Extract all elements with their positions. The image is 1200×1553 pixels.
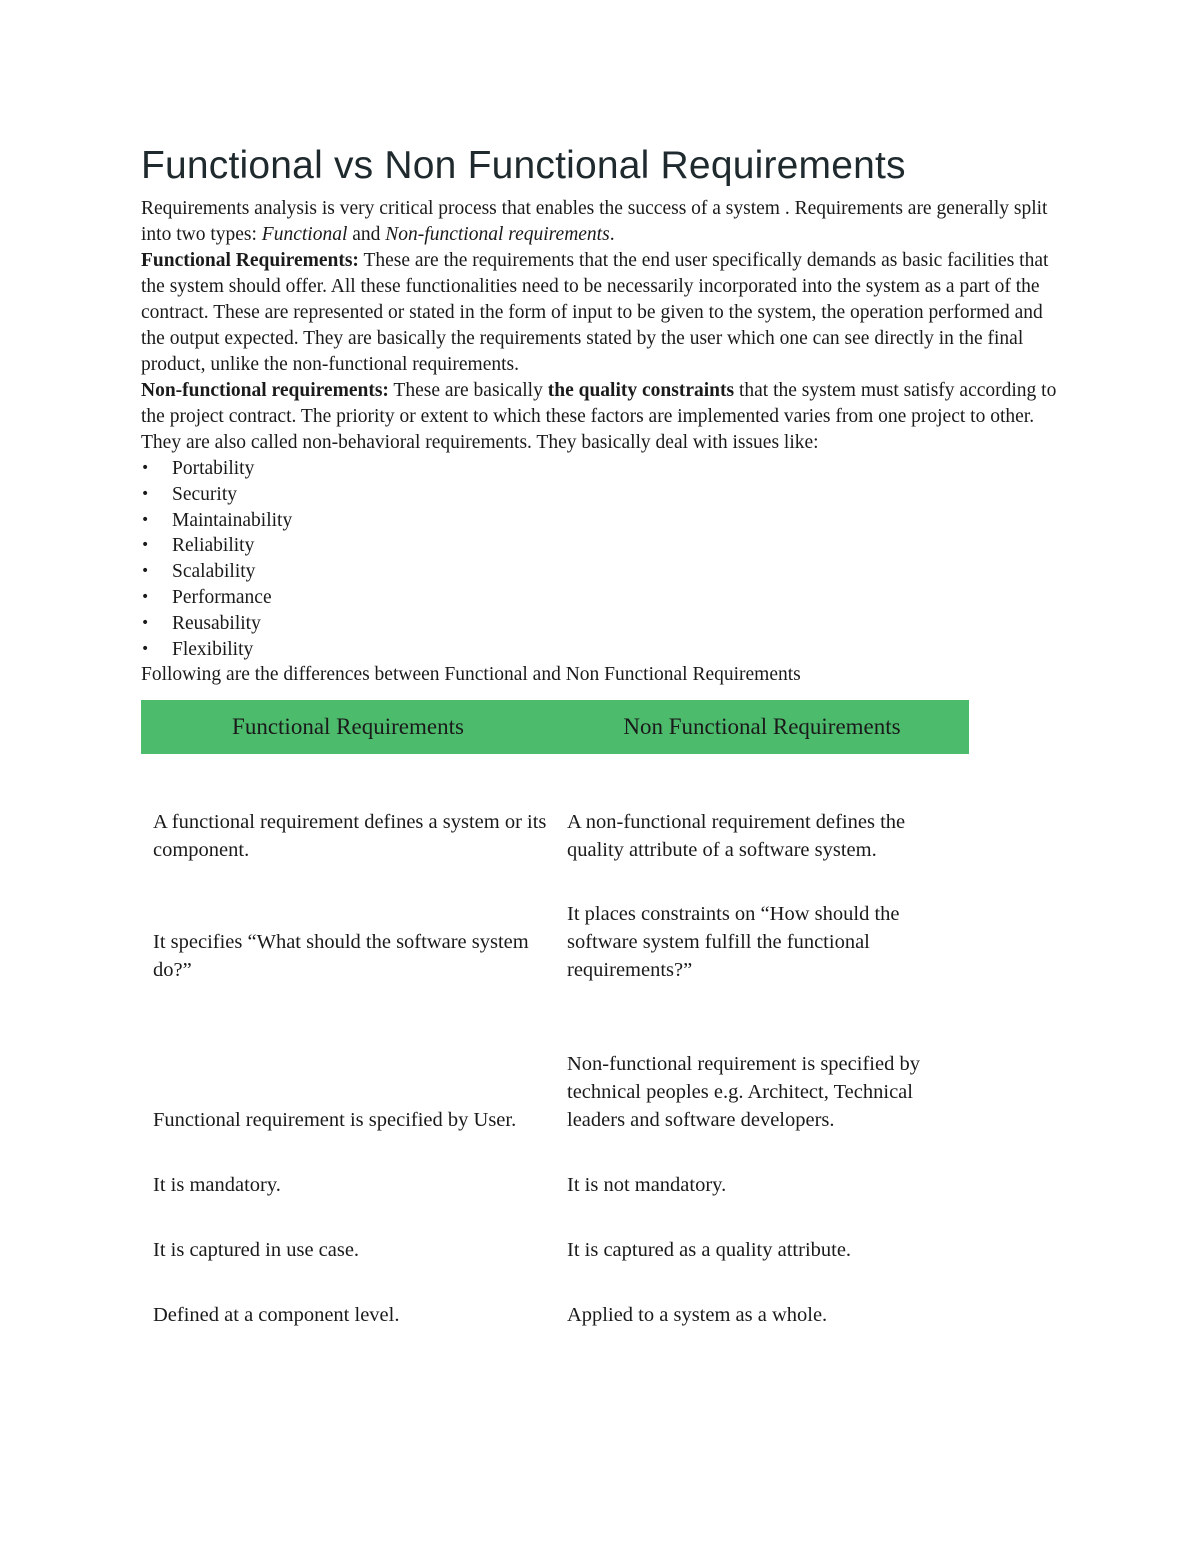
list-item <box>141 559 1061 585</box>
intro-and: and <box>347 224 386 245</box>
table-cell-nonfunctional: Applied to a system as a whole. <box>567 1304 828 1327</box>
table-header-row <box>141 700 969 754</box>
list-item-label: Maintainability <box>172 509 293 531</box>
bullet-icon: • <box>141 588 150 605</box>
nonfunctional-text-2: that the system must satisfy according to the project contract. The priority or extent to which these factors are implemented varies from one project to other. They are also called non-behavioral requirements. They basically deal with issues like: <box>141 380 1057 453</box>
list-item-label: Scalability <box>172 561 256 583</box>
bullet-icon: • <box>141 563 150 580</box>
table-cell-functional: Defined at a component level. <box>153 1304 400 1327</box>
comparison-table <box>141 700 969 1329</box>
header-nonfunctional: Non Functional Requirements <box>555 700 969 754</box>
bullet-icon: • <box>141 511 150 528</box>
table-cell-functional: It is captured in use case. <box>153 1239 360 1262</box>
list-item-label: Portability <box>172 458 255 479</box>
following-text: Following are the differences between Functional and Non Functional Requirements <box>141 664 801 686</box>
list-item <box>141 585 1061 611</box>
table-row <box>141 984 969 1134</box>
list-item <box>141 611 1061 637</box>
list-item <box>141 482 1061 508</box>
functional-label: Functional Requirements: <box>141 250 359 271</box>
table-cell-nonfunctional: Non-functional requirement is specified by technical peoples e.g. Architect, Technical leaders and software developers. <box>567 1053 920 1132</box>
table-row <box>141 754 969 864</box>
list-item <box>141 637 1061 663</box>
table-cell-nonfunctional: A non-functional requirement defines the quality attribute of a software system. <box>567 811 906 862</box>
nonfunctional-emphasis: the quality constraints <box>547 380 735 401</box>
list-item <box>141 508 1061 534</box>
intro-paragraph <box>141 196 1061 248</box>
nonfunctional-paragraph <box>141 378 1061 456</box>
document-page <box>141 140 1061 1329</box>
list-item <box>141 456 1061 482</box>
intro-type-functional: Functional <box>261 224 348 245</box>
table-row <box>141 1264 969 1329</box>
table-cell-functional: It specifies “What should the software system do?” <box>153 931 529 982</box>
list-item-label: Security <box>172 483 237 505</box>
bullet-icon: • <box>141 640 150 657</box>
list-item-label: Performance <box>172 586 272 608</box>
table-cell-functional: A functional requirement defines a system or its component. <box>153 811 547 862</box>
table-row <box>141 1199 969 1264</box>
header-functional: Functional Requirements <box>141 700 555 754</box>
bullet-icon: • <box>141 614 150 631</box>
bullet-icon: • <box>141 537 150 554</box>
intro-text: Requirements analysis is very critical process that enables the success of a system . Requirements are generally split into two types: <box>141 198 1048 245</box>
list-item-label: Flexibility <box>172 638 254 660</box>
table-cell-nonfunctional: It is captured as a quality attribute. <box>567 1239 852 1262</box>
table-cell-nonfunctional: It is not mandatory. <box>567 1174 727 1197</box>
list-item <box>141 533 1061 559</box>
table-row <box>141 864 969 984</box>
intro-end: . <box>609 224 615 245</box>
list-item-label: Reliability <box>172 535 255 557</box>
table-row <box>141 1134 969 1199</box>
nonfunctional-label: Non-functional requirements: <box>141 380 389 401</box>
bullet-icon: • <box>141 485 150 502</box>
quality-attributes-list <box>141 456 1061 662</box>
table-cell-functional: It is mandatory. <box>153 1174 281 1197</box>
functional-text: These are the requirements that the end user specifically demands as basic facilities that the system should offer. All these functionalities need to be necessarily incorporated into the system as a part of the contract. These are represented or stated in the form of input to be given to the system, the operation performed and the output expected. They are basically the requirements stated by the user which one can see directly in the final product, unlike the non-functional requirements. <box>141 250 1049 375</box>
nonfunctional-text-1: These are basically <box>388 380 548 401</box>
page-title: Functional vs Non Functional Requirements <box>141 144 906 187</box>
functional-paragraph <box>141 248 1061 378</box>
table-cell-nonfunctional: It places constraints on “How should the software system fulfill the functional requirements?” <box>567 903 900 982</box>
bullet-icon: • <box>141 460 150 476</box>
intro-type-nonfunctional: Non-functional requirements <box>385 224 610 245</box>
list-item-label: Reusability <box>172 612 261 634</box>
table-cell-functional: Functional requirement is specified by User. <box>153 1109 517 1132</box>
